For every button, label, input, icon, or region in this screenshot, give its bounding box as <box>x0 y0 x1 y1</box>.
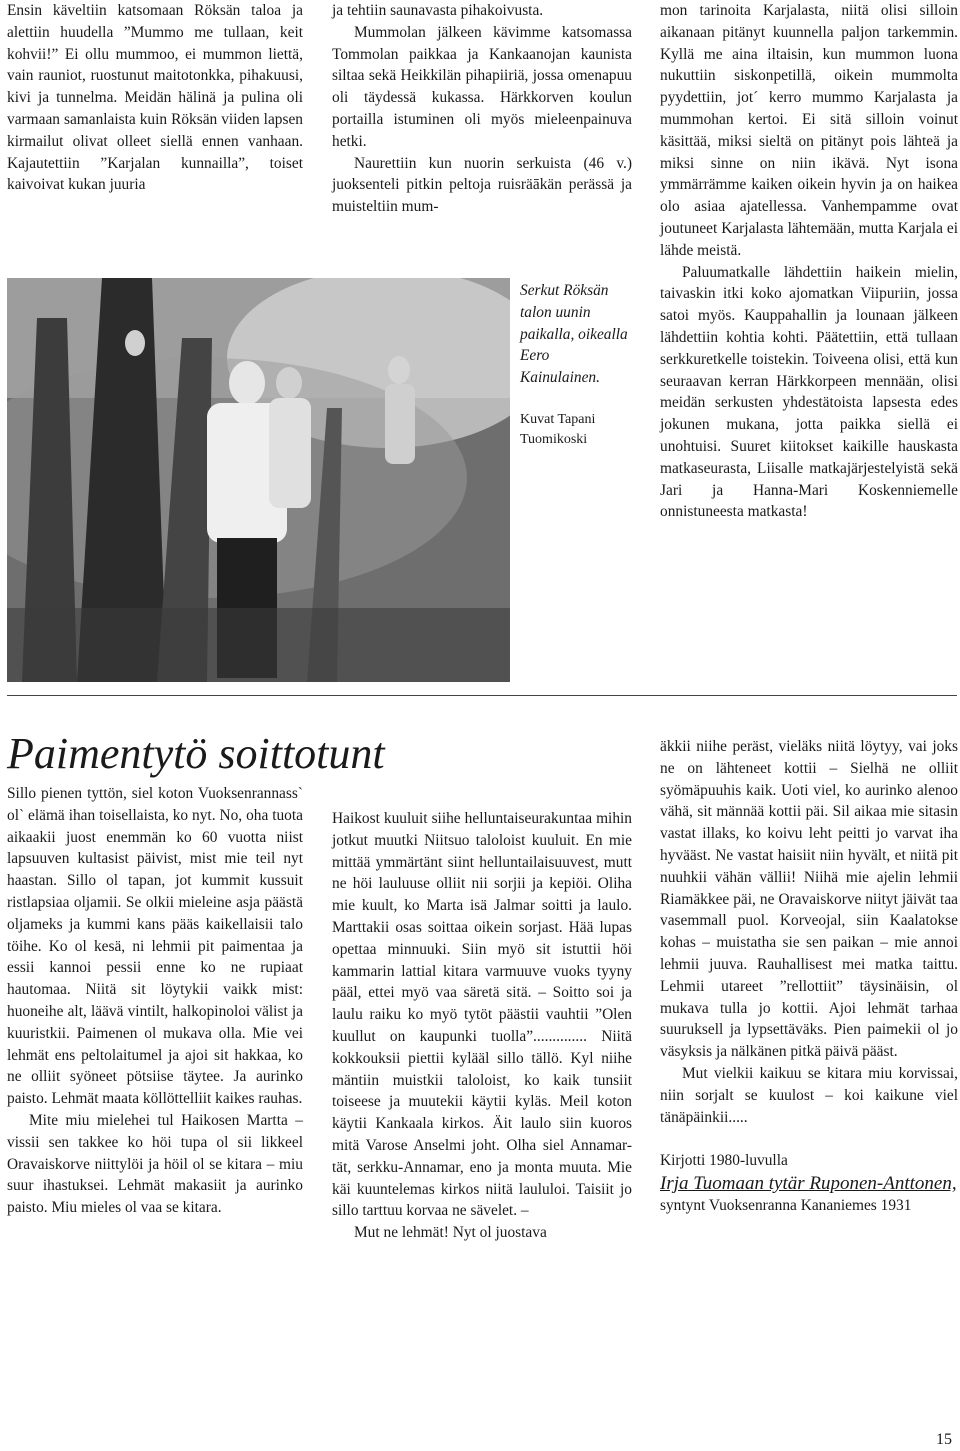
paragraph: Mut vielkii kaikuu se kitara miu korvissai, niin sorjalt se kuulost – koi kaikune viel tänäpäinkii..... <box>660 1064 958 1126</box>
paragraph: ja tehtiin saunavasta pihakoivusta. <box>332 2 544 19</box>
section-divider <box>7 695 957 696</box>
paragraph: Sillo pienen tyttön, siel koton Vuoksenrannass` ol` elämä ihan toisellaista, ko nyt. No, oha tuota aikaakii juost enemmän ko 60 vuotta niist lapsuuven kultasist päivist, mist mie teil nyt haastan. Sillo ol tapan, jot kummit kussuit ristlapsiaa oljamii. Se olkii mieleine asja päästä oljameks ja kummi kans pääs kaikellaisii talo töihe. Ko ol kesä, ni lehmii pit paimentaa ja essii kannoi pessii enne ko ne rupiaat hautomaa. Niitä sit löytykii vaikk mist: huoneihe alt, läävä vintilt, halkopinoloi välist ja kuuristkii. Paimenen ol mukava olla. Mie vei lehmät ens peltolaitumel ja ajoi sit hakkaa, ko ne olliit syöneet pötsiise täytee. Ja aurinko paisto. Lehmät maata köllöttelliit kaikes rauhas. <box>7 785 303 1108</box>
paragraph: Ensin käveltiin katsomaan Röksän taloa ja alettiin huudella ”Mummo me tullaan, keit kohvii!” Ei ollu mummoo, ei mummon liettä, vain rauniot, ruostunut maitotonkka, pihakuusi, kivi ja tunnelma. Meidän hälinä ja pulina oli varmaan samanlaista kuin Röksän viiden lapsen kirmailut olivat olleet siellä ennen vanhaan. Kajautettiin ”Karjalan kunnailla”, toiset kaivoivat kukan juuria <box>7 2 303 194</box>
top-column-1 <box>7 0 303 196</box>
photo-illustration <box>7 278 510 682</box>
top-column-3 <box>660 0 958 523</box>
paragraph: Mummolan jälkeen kävimme katsomassa Tommolan paikkaa ja Kankaanojan kaunista siltaa sekä Heikkilän pihapiiriä, jossa omenapuu oli täydessä kukassa. Härkkorven koulun portailla istuminen oli myös mieleenpainuva hetki. <box>332 23 632 150</box>
paragraph: Naurettiin kun nuorin serkuista (46 v.) juoksenteli pitkin peltoja ruisräākän perässä ja muisteltiin mum- <box>332 154 632 216</box>
signature-line-1: Kirjotti 1980-luvulla <box>660 1152 788 1170</box>
top-column-2 <box>332 0 632 218</box>
photo-credit: Kuvat Tapani Tuomikoski <box>520 412 596 447</box>
photo-caption: Serkut Röksän talon uunin paikalla, oikealla Eero Kainulainen. <box>520 282 628 387</box>
paragraph: Haikost kuuluit siihe helluntaiseurakuntaa mihin jotkut muutki Niitsuo taloloist kuuluit. En mie mittää ymmärtänt siint helluntailaisuuvest, mutt ne höi lauluuse olliit nii sorjii ja kepiöi. Oliha mie kuult, ko Marta isä Jalmar soitti ja laulo. Marttakii osas soittaa oikein sorjast. Hää lupas opettaa minnuuki. Siin myö sit istuttii höi kammarin lattial kitara varmuuve vuoks tyyny pääl, ettei myö vaa säretä sitä. – Soitto soi ja laulu raiku ko myö tytöt päästii vauhtii ”Olen kuullut on kaupunki tuolla”.............. Niitä kokkouksii piettii kylääl sillo tällö. Kyl niihe mäntiin muistkii taloloist, ko kaik tunsiit toiseese ja muutekii käytii kyläs. Meil koton käytii Kankaala kirkos. Äit laulo siin kuoros mitä Varose Anselmi joht. Olha siel Annamar-tät, serkku-Annamar, eno ja monta muuta. Mie käi kuuntelemas kirkos niitä laululoi. Taisiit jo sillo tarttuu korvaa ne sävelet. – <box>332 810 632 1220</box>
paragraph: Paluumatkalle lähdettiin haikein mielin, taivaskin itki koko ajomatkan Viipuriin, jossa satoi myös. Kauppahallin ja lounaan jälkeen lähdettiin kohtia kohti. Päätettiin, että tullaan serkkuretkelle toistekin. Toiveena olisi, että kun seuraavan kerran Härkkorpeen mennään, olisi meidän serkusten yhdestätoista lapsesta edes jokunen mukana, jotta paikka siellä ei unohtuisi. Suuret kiitokset kaikille hauskasta matkaseurasta, Liisalle matkajärjestelyistä sekä Jari ja Hanna-Mari Koskenniemelle onnistuneesta matkasta! <box>660 263 958 521</box>
paragraph: äkkii niihe peräst, vieläks niitä löytyy, vai joks ne on lähteneet kottii – Sielhä ne olliit syömäpuuhis kaik. Uoti viel, ko aurinko alenoo vähä, sit männää kottii päi. Sil aikaa mie sitasin vastat illaks, ko koivu leht peitti jo varvat iha hyvääst. Ne vastat haisiit niin hyvält, et niitä pit nuuhkii vähän vällii! Niihä mie ajelin lehmii Riamäkkee päi, ne Oravaiskorve niityt jäivät taa vasemmall puol. Korveojal, siin Kaalatokse kohas – muistatha sie sen paikan – mie annoi lehmii juuva. Rauhallisest mei matka taittu. Lehmii utareet ”rellottiit” täysinäisin, ol mukava tulla jo kottii. Ajoi lehmät tarhaa suuruksell ja lypsettäväks. Pien paimekii ol jo väsyksis ja nälkänen pitkä päivä pääst. <box>660 738 958 1061</box>
article-column-2 <box>332 808 632 1244</box>
paragraph: Mite miu mielehei tul Haikosen Martta – vissii sen takkee ko höi tupa ol sii likkeel Oravaiskorve niittylöi ja höil ol se kitara – miu suur ihastuksei. Lehmät makasiit ja aurinko paisto. Miu mieles ol vaa se kitara. <box>7 1111 303 1217</box>
paragraph: mon tarinoita Karjalasta, niitä olisi silloin aikanaan pitänyt kuunnella paljon tarkemmin. Kyllä me aina iltaisin, kun mummon luona nukuttiin siskonpetillä, oikein mummolta pyydettiin, jot´ kerro mummo Karjalasta ja mummohan kertoi. Ei sitä silloin voinut käsittää, miksi sieltä on pitänyt pois lähteä ja miksi sinne on niin ikävä. Nyt isona ymmärrämme kaiken oikein hyvin ja on haikea olo asiaa ajatellessa. Vanhempamme ovat joutuneet Karjalasta lähtemään, mutta Karjala ei lähde meistä. <box>660 2 958 259</box>
article-column-3 <box>660 736 958 1217</box>
group-photo <box>7 278 510 682</box>
article-title: Paimentytö soittotunt <box>7 729 385 778</box>
author-name: Irja Tuomaan tytär Ruponen-Anttonen, <box>660 1173 957 1195</box>
signature-line-2: syntynt Vuoksenranna Kananiemes 1931 <box>660 1197 912 1215</box>
page-number: 15 <box>936 1431 952 1448</box>
paragraph: Mut ne lehmät! Nyt ol juostava <box>354 1224 547 1242</box>
article-column-1 <box>7 783 303 1219</box>
